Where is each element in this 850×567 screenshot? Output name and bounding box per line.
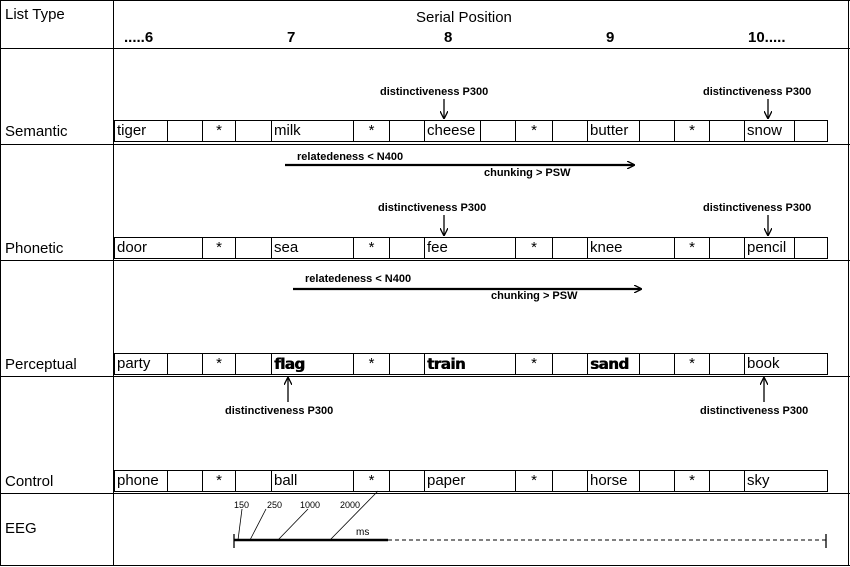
phonetic-relatedness-label: relatedeness < N400: [305, 273, 412, 285]
phonetic-distinctiveness-label: distinctiveness P300: [378, 202, 487, 214]
position-10: 10.....: [748, 29, 786, 46]
eeg-unit-label: ms: [356, 527, 370, 538]
position-7: 7: [287, 29, 296, 46]
eeg-tick-line-150: [238, 509, 242, 540]
semantic-relatedness-label: relatedeness < N400: [297, 151, 404, 163]
word-cell: butter: [587, 121, 639, 141]
separator-cell: *: [515, 121, 552, 141]
word-cell: book: [744, 354, 827, 374]
semantic-distinctiveness-label-end: distinctiveness P300: [703, 86, 812, 98]
word-cell: pencil: [744, 238, 794, 258]
word-cell: ball: [271, 471, 353, 491]
eeg-tick-line-1000: [278, 509, 308, 540]
separator-cell: *: [202, 238, 235, 258]
position-8: 8: [444, 29, 453, 46]
separator-cell: *: [353, 238, 389, 258]
row-label-perceptual: Perceptual: [5, 356, 77, 373]
word-cell: party: [117, 355, 151, 372]
eeg-tick-2000: 2000: [340, 500, 361, 510]
separator-cell: *: [674, 471, 709, 491]
eeg-tick-line-250: [250, 509, 266, 540]
word-cell: phone: [117, 472, 159, 489]
position-9: 9: [606, 29, 615, 46]
separator-cell: *: [674, 238, 709, 258]
eeg-tick-line-2000: [330, 491, 378, 540]
row-label-semantic: Semantic: [5, 123, 68, 140]
word-cell: door: [117, 239, 148, 256]
list-type-header: List Type: [5, 6, 65, 23]
eeg-tick-250: 250: [267, 500, 283, 510]
separator-cell: *: [674, 121, 709, 141]
word-cell: train: [424, 354, 515, 374]
word-cell: paper: [424, 471, 515, 491]
separator-cell: *: [515, 471, 552, 491]
semantic-chunking-label: chunking > PSW: [484, 167, 571, 179]
separator-cell: *: [202, 121, 235, 141]
separator-cell: *: [202, 354, 235, 374]
word-cell: sky: [744, 471, 827, 491]
separator-cell: *: [353, 354, 389, 374]
position-6: .....6: [124, 29, 154, 46]
separator-cell: *: [353, 471, 389, 491]
phonetic-chunking-label: chunking > PSW: [491, 290, 578, 302]
semantic-distinctiveness-label: distinctiveness P300: [380, 86, 489, 98]
separator-cell: *: [353, 121, 389, 141]
word-cell: flag: [271, 354, 353, 374]
row-label-control: Control: [5, 473, 54, 490]
word-cell: milk: [271, 121, 353, 141]
word-cell: tiger: [117, 122, 147, 139]
word-cell: fee: [424, 238, 515, 258]
row-label-eeg: EEG: [5, 520, 37, 537]
word-cell: horse: [587, 471, 639, 491]
separator-cell: *: [515, 238, 552, 258]
separator-cell: *: [674, 354, 709, 374]
serial-position-header: Serial Position: [416, 9, 512, 26]
word-cell: sea: [271, 238, 353, 258]
separator-cell: *: [515, 354, 552, 374]
word-cell: sand: [587, 354, 639, 374]
word-cell: snow: [744, 121, 794, 141]
word-cell: knee: [587, 238, 674, 258]
word-cell: cheese: [424, 121, 480, 141]
phonetic-distinctiveness-label-end: distinctiveness P300: [703, 202, 812, 214]
eeg-tick-1000: 1000: [300, 500, 321, 510]
row-label-phonetic: Phonetic: [5, 240, 64, 257]
perceptual-distinctiveness-label: distinctiveness P300: [225, 405, 334, 417]
eeg-tick-150: 150: [234, 500, 250, 510]
perceptual-distinctiveness-label-end: distinctiveness P300: [700, 405, 809, 417]
separator-cell: *: [202, 471, 235, 491]
